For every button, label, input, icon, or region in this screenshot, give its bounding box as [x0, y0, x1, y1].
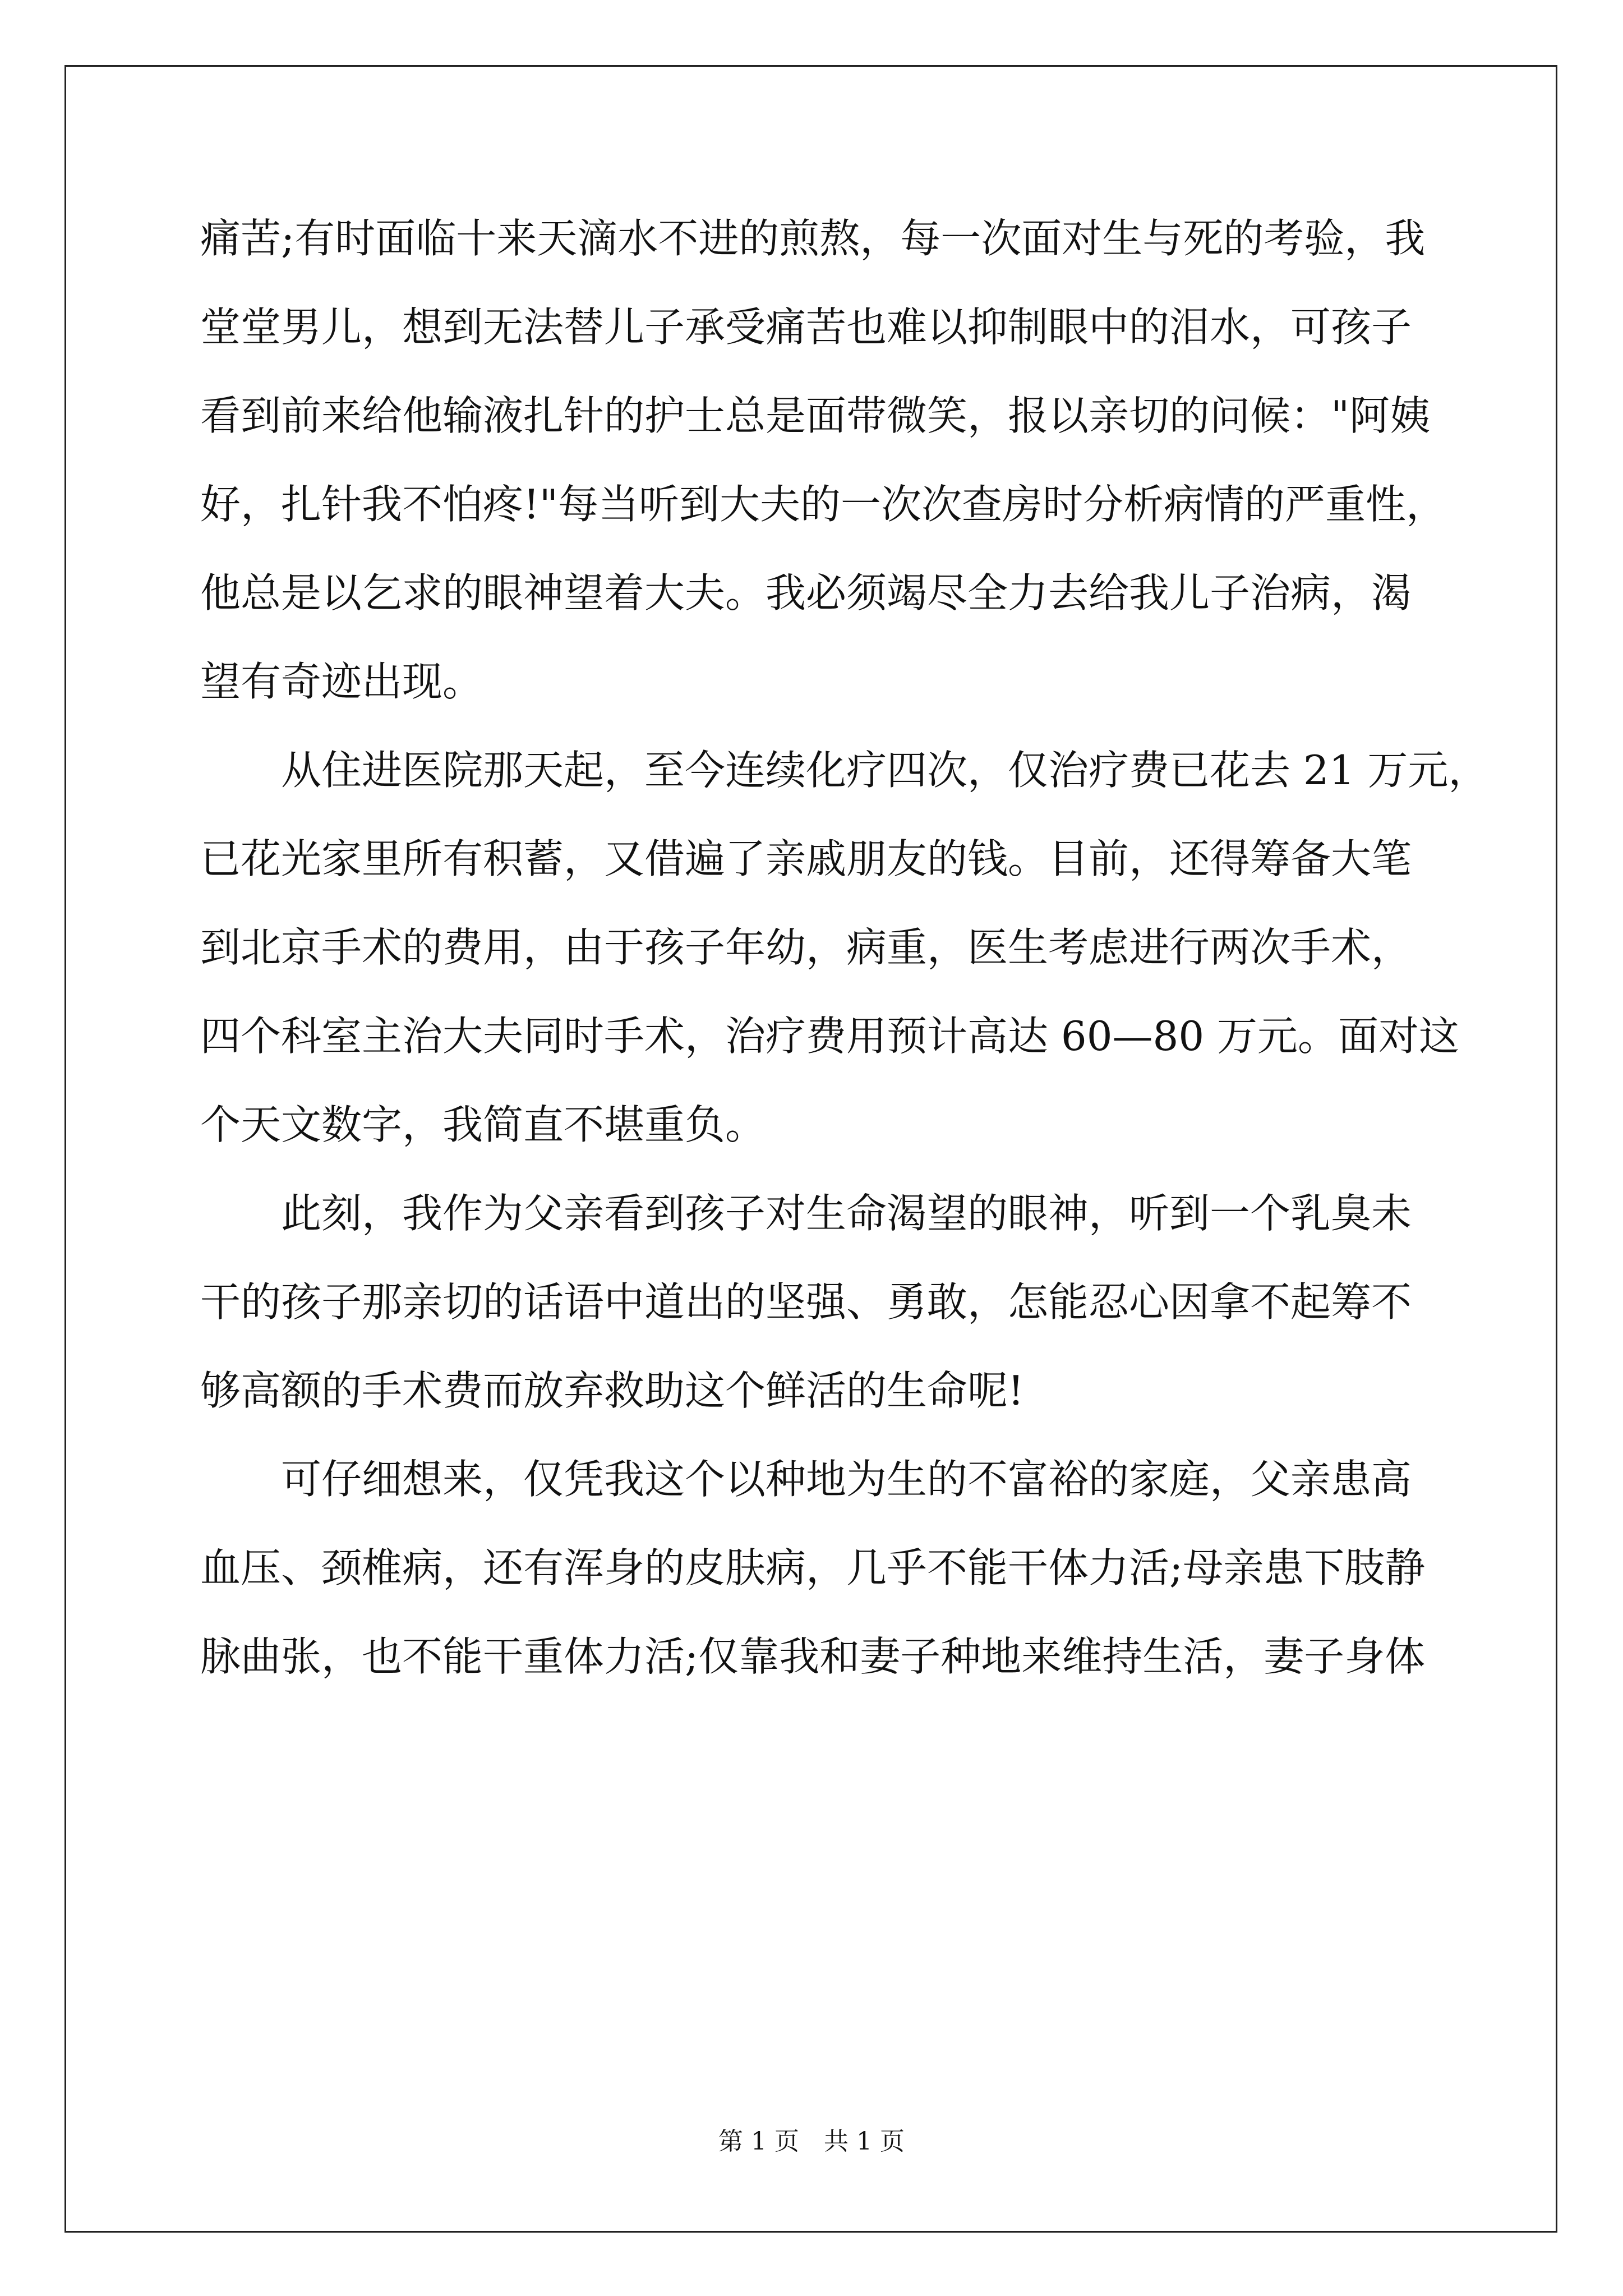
text-line: 望有奇迹出现。	[200, 658, 483, 705]
text-line: 干的孩子那亲切的话语中道出的坚强、勇敢，怎能忍心因拿不起筹不	[200, 1278, 1412, 1326]
text-line: 已花光家里所有积蓄，又借遍了亲戚朋友的钱。目前，还得筹备大笔	[200, 835, 1412, 882]
text-line: 看到前来给他输液扎针的护士总是面带微笑，报以亲切的问候："阿姨	[200, 392, 1431, 439]
text-line: 好，扎针我不怕疼!"每当听到大夫的一次次查房时分析病情的严重性，	[200, 481, 1447, 528]
page-total: 共 1 页	[824, 2127, 905, 2156]
text-line: 到北京手术的费用，由于孩子年幼，病重，医生考虑进行两次手术，	[200, 924, 1412, 971]
page-number: 第 1 页	[718, 2127, 799, 2156]
text-line: 痛苦;有时面临十来天滴水不进的煎熬，每一次面对生与死的考验，我	[200, 215, 1426, 262]
text-line: 他总是以乞求的眼神望着大夫。我必须竭尽全力去给我儿子治病，渴	[200, 569, 1412, 616]
paragraph-first-line: 此刻，我作为父亲看到孩子对生命渴望的眼神，听到一个乳臭未	[281, 1190, 1412, 1237]
paragraph-first-line: 从住进医院那天起，至今连续化疗四次，仅治疗费已花去 21 万元，	[281, 747, 1489, 794]
text-line: 够高额的手术费而放弃救助这个鲜活的生命呢!	[200, 1367, 1024, 1414]
text-line: 四个科室主治大夫同时手术，治疗费用预计高达 60—80 万元。面对这	[200, 1013, 1460, 1060]
text-line: 个天文数字，我简直不堪重负。	[200, 1101, 766, 1148]
paragraph-first-line: 可仔细想来，仅凭我这个以种地为生的不富裕的家庭，父亲患高	[281, 1456, 1412, 1503]
text-line: 堂堂男儿，想到无法替儿子承受痛苦也难以抑制眼中的泪水，可孩子	[200, 303, 1412, 351]
text-line: 血压、颈椎病，还有浑身的皮肤病，几乎不能干体力活;母亲患下肢静	[200, 1544, 1426, 1591]
page-footer	[0, 2125, 1623, 2159]
text-line: 脉曲张，也不能干重体力活;仅靠我和妻子种地来维持生活，妻子身体	[200, 1633, 1426, 1680]
